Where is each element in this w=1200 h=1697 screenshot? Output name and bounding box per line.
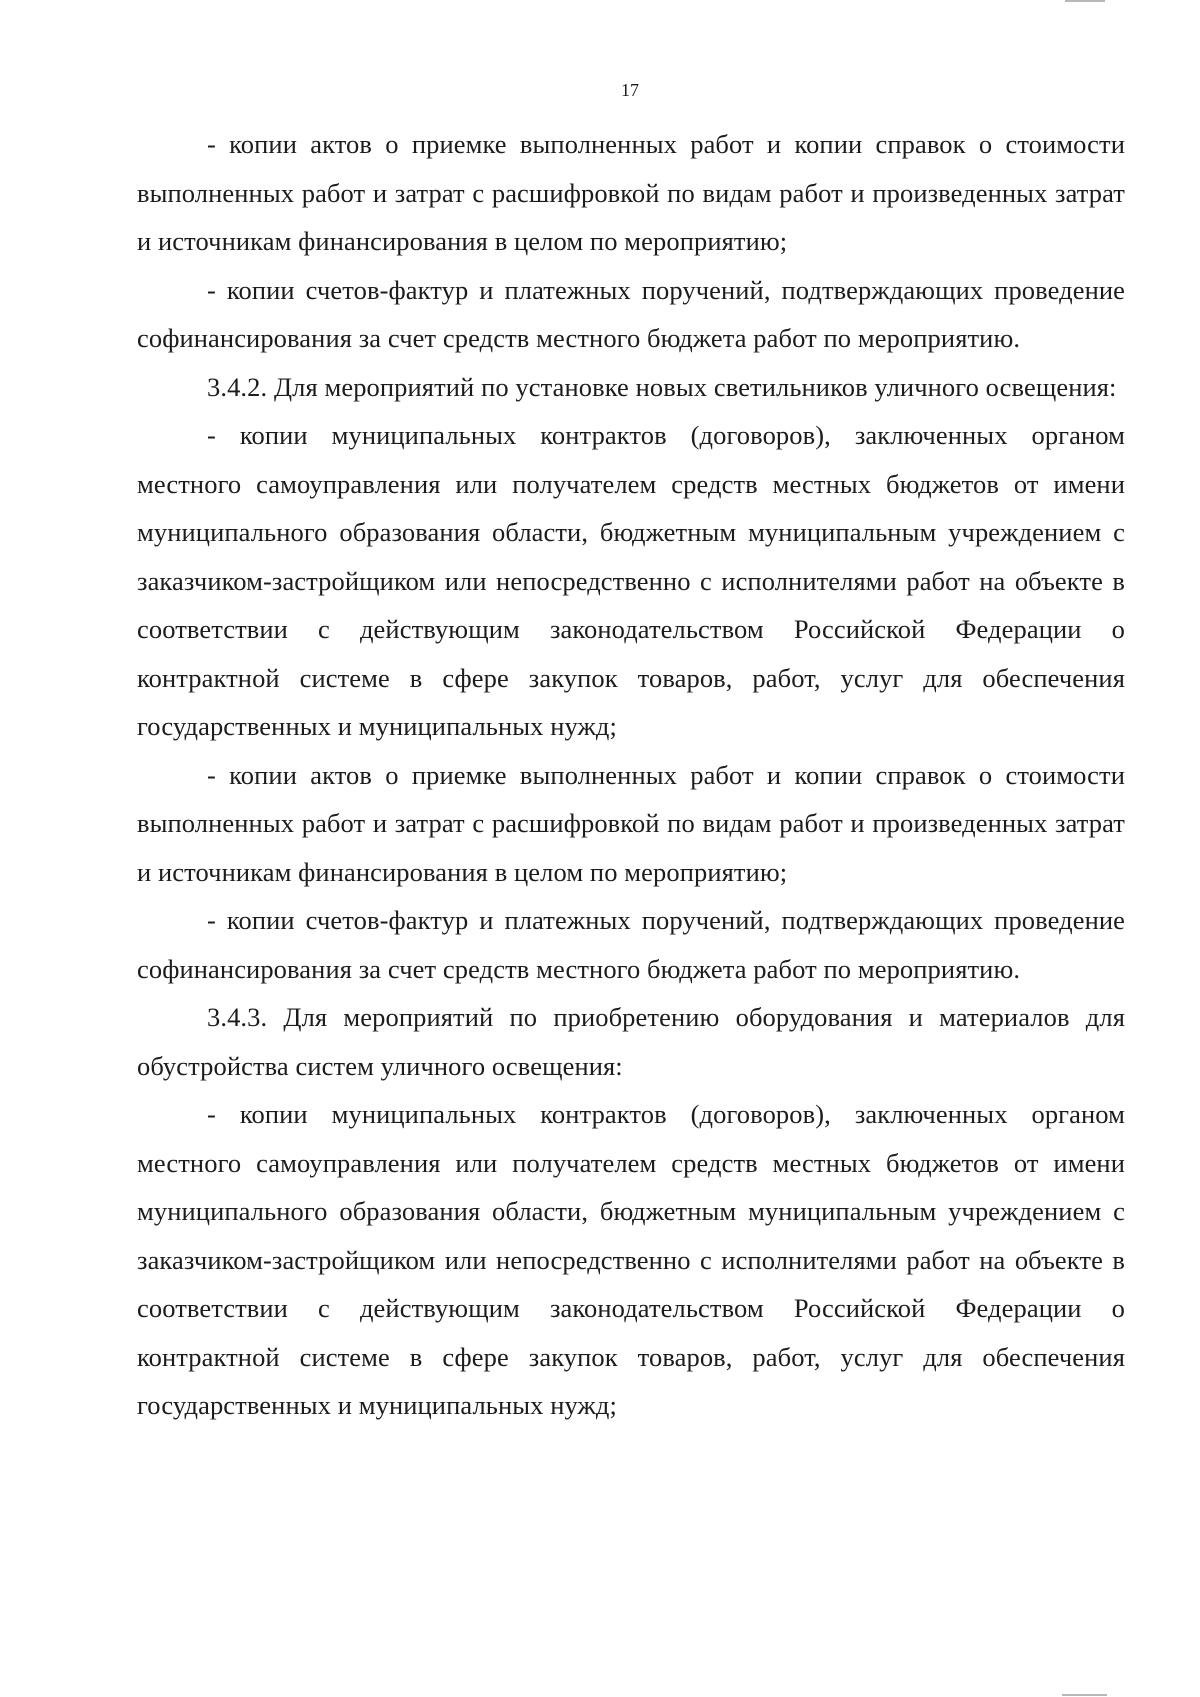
paragraph-contracts-copies-2: - копии муниципальных контрактов (договоров), заключенных органом местного самоуправления или получателем средств местных бюджетов от имени муниципального образования области, бюджетным муниципальным учреждением с заказчиком-застройщиком или непосредственно с исполнителями работ на объекте в соответствии с действующим законодательством Российской Федерации о контрактной системе в сфере закупок товаров, работ, услуг для обеспечения государственных и муниципальных нужд;	[137, 1099, 1125, 1420]
scan-edge-mark-bottom	[1062, 1694, 1107, 1696]
paragraph-contracts-copies: - копии муниципальных контрактов (договоров), заключенных органом местного самоуправления или получателем средств местных бюджетов от имени муниципального образования области, бюджетным муниципальным учреждением с заказчиком-застройщиком или непосредственно с исполнителями работ на объекте в соответствии с действующим законодательством Российской Федерации о контрактной системе в сфере закупок товаров, работ, услуг для обеспечения государственных и муниципальных нужд;	[137, 420, 1125, 741]
paragraph-acts-copies: - копии актов о приемке выполненных работ и копии справок о стоимости выполненных работ и затрат с расшифровкой по видам работ и произведенных затрат и источникам финансирования в целом по мероприятию;	[137, 129, 1125, 256]
section-3-4-3-heading: 3.4.3. Для мероприятий по приобретению оборудования и материалов для обустройства систем уличного освещения:	[137, 1002, 1125, 1081]
section-3-4-2-heading: 3.4.2. Для мероприятий по установке новых светильников уличного освещения:	[207, 371, 1117, 402]
scan-edge-mark-top	[1065, 0, 1105, 2]
document-body	[137, 120, 1125, 1430]
paragraph-invoices-copies-2: - копии счетов-фактур и платежных поручений, подтверждающих проведение софинансирования за счет средств местного бюджета работ по мероприятию.	[137, 905, 1125, 984]
paragraph-invoices-copies: - копии счетов-фактур и платежных поручений, подтверждающих проведение софинансирования за счет средств местного бюджета работ по мероприятию.	[137, 274, 1125, 353]
paragraph-acts-copies-2: - копии актов о приемке выполненных работ и копии справок о стоимости выполненных работ и затрат с расшифровкой по видам работ и произведенных затрат и источникам финансирования в целом по мероприятию;	[137, 759, 1125, 887]
page-number: 17	[621, 80, 639, 100]
